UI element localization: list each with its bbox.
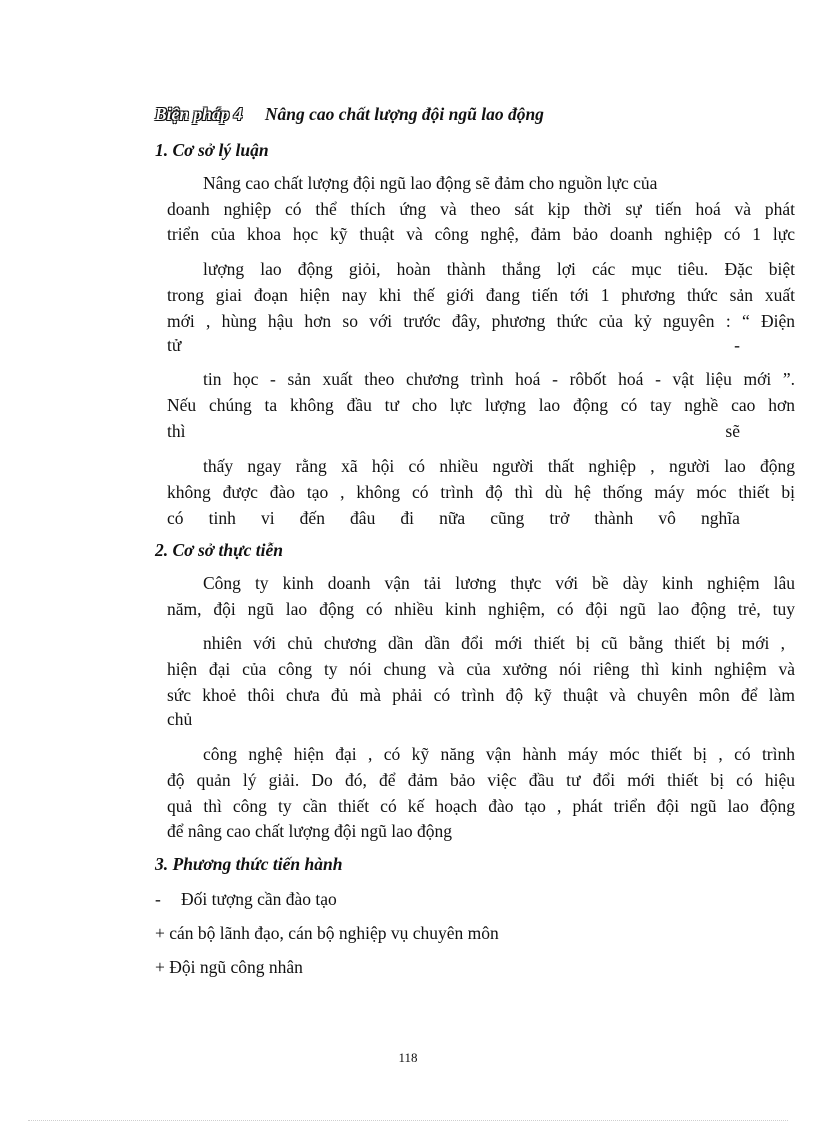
paragraph-line: thấy ngay rằng xã hội có nhiều người thất nghiệp , người lao động — [203, 456, 795, 476]
section-heading: 2. Cơ sở thực tiễn — [155, 540, 283, 560]
paragraph-line: Công ty kinh doanh vận tải lương thực với bề dày kinh nghiệm lâu — [203, 573, 795, 593]
paragraph-line: triển của khoa học kỹ thuật và công nghệ, đảm bảo doanh nghiệp có 1 lực — [167, 224, 795, 244]
measure-title-text: Nâng cao chất lượng đội ngũ lao động — [264, 104, 544, 124]
paragraph-line: quả thì công ty cần thiết có kế hoạch đào tạo , phát triển đội ngũ lao động — [167, 796, 795, 816]
bullet-dash: - — [155, 889, 161, 909]
measure-label: Biện pháp 4 — [155, 104, 243, 124]
paragraph-line: để nâng cao chất lượng đội ngũ lao động — [167, 821, 453, 841]
paragraph-line: mới , hùng hậu hơn so với trước đây, phương thức của kỷ nguyên : “ Điện — [167, 311, 795, 331]
section-heading: 1. Cơ sở lý luận — [155, 140, 269, 160]
paragraph-line: năm, đội ngũ lao động có nhiều kinh nghiệm, có đội ngũ lao động trẻ, tuy — [167, 599, 795, 619]
bullet-item — [155, 888, 337, 910]
footer-divider — [28, 1120, 788, 1121]
paragraph-line: hiện đại của công ty nói chung và của xưởng nói riêng thì kinh nghiệm và — [167, 659, 795, 679]
paragraph-line: Nâng cao chất lượng đội ngũ lao động sẽ đảm cho nguồn lực của — [203, 173, 658, 193]
paragraph-line: chủ — [167, 709, 193, 729]
paragraph-line: tin học - sản xuất theo chương trình hoá - rôbốt hoá - vật liệu mới ”. — [203, 369, 795, 389]
paragraph-line: lượng lao động giỏi, hoàn thành thắng lợi các mục tiêu. Đặc biệt — [203, 259, 795, 279]
paragraph-line: có tinh vi đến đâu đi nữa cũng trở thành vô nghĩa — [167, 508, 740, 528]
paragraph-line: độ quản lý giải. Do đó, để đảm bảo việc đầu tư đổi mới thiết bị có hiệu — [167, 770, 795, 790]
paragraph-line: thì sẽ — [167, 421, 740, 441]
page-number: 118 — [398, 1050, 418, 1065]
measure-title — [155, 103, 544, 125]
paragraph-line: doanh nghiệp có thể thích ứng và theo sát kịp thời sự tiến hoá và phát — [167, 199, 795, 219]
paragraph-line: công nghệ hiện đại , có kỹ năng vận hành máy móc thiết bị , có trình — [203, 744, 795, 764]
paragraph-line: tử - — [167, 335, 740, 355]
bullet-text: Đối tượng cần đào tạo — [181, 889, 337, 909]
paragraph-line: nhiên với chủ chương dần dần đổi mới thiết bị cũ bằng thiết bị mới , — [203, 633, 785, 653]
paragraph-line: Nếu chúng ta không đầu tư cho lực lượng lao động có tay nghề cao hơn — [167, 395, 795, 415]
plus-item: + Đội ngũ công nhân — [155, 957, 303, 977]
paragraph-line: sức khoẻ thôi chưa đủ mà phải có trình độ kỹ thuật và chuyên môn để làm — [167, 685, 795, 705]
paragraph-line: không được đào tạo , không có trình độ thì dù hệ thống máy móc thiết bị — [167, 482, 795, 502]
paragraph-line: trong giai đoạn hiện nay khi thế giới đang tiến tới 1 phương thức sản xuất — [167, 285, 795, 305]
plus-item: + cán bộ lãnh đạo, cán bộ nghiệp vụ chuyên môn — [155, 923, 499, 943]
section-heading: 3. Phương thức tiến hành — [155, 854, 343, 874]
